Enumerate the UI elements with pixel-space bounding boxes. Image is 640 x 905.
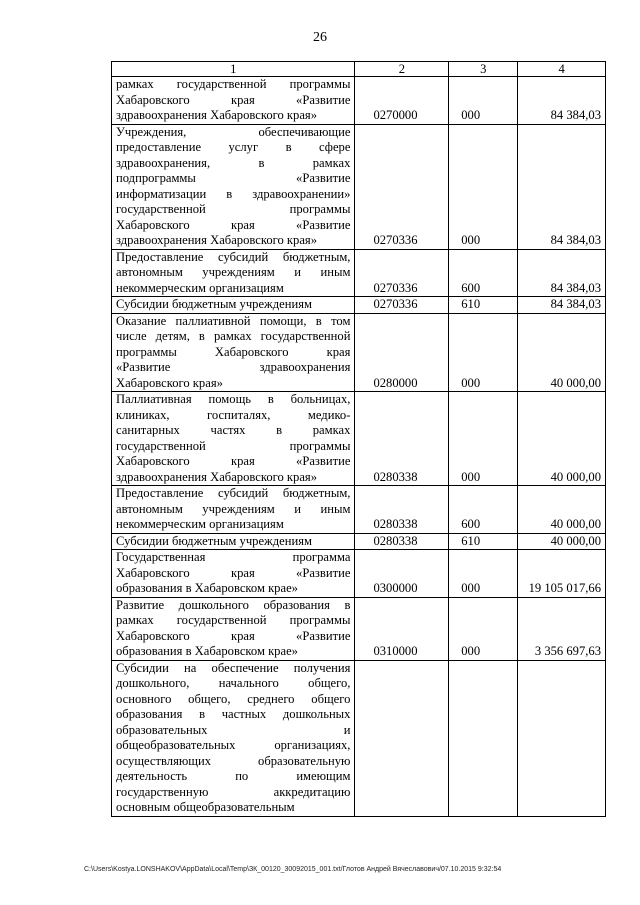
description-line: Хабаровского края «Развитие <box>116 92 351 107</box>
row-expense-type: 000 <box>449 124 518 249</box>
row-expense-type: 000 <box>449 77 518 125</box>
description-line: Предоставление субсидий бюджетным, <box>116 486 351 500</box>
description-line: автономным учреждениям и иным <box>116 501 351 516</box>
table-row <box>112 77 606 125</box>
description-line: основным общеобразовательным <box>116 800 295 814</box>
row-expense-type: 610 <box>449 297 518 314</box>
description-line: Развитие дошкольного образования в <box>116 597 351 612</box>
row-expense-type: 000 <box>449 392 518 486</box>
table-row <box>112 313 606 392</box>
description-line: образования в Хабаровском крае» <box>116 644 298 658</box>
description-line: Хабаровского края «Развитие <box>116 217 351 232</box>
description-line: Хабаровского края «Развитие <box>116 454 351 468</box>
row-description <box>112 597 355 660</box>
table-row <box>112 392 606 486</box>
row-description <box>112 392 355 486</box>
description-line: некоммерческим организациям <box>116 280 284 295</box>
row-amount: 40 000,00 <box>518 392 606 486</box>
row-amount: 40 000,00 <box>518 486 606 534</box>
row-expense-type: 000 <box>449 597 518 660</box>
description-line: Государственная программа <box>116 550 351 564</box>
table-header-row <box>112 62 606 77</box>
row-description <box>112 550 355 598</box>
description-line: числе детям, в рамках государственной <box>116 329 351 343</box>
row-target-code <box>355 660 449 816</box>
row-description <box>112 313 355 392</box>
row-target-code: 0270336 <box>355 124 449 249</box>
row-expense-type: 610 <box>449 533 518 550</box>
row-amount: 19 105 017,66 <box>518 550 606 598</box>
row-amount: 84 384,03 <box>518 77 606 125</box>
description-line: здравоохранения, в рамках <box>116 155 351 170</box>
description-line: здравоохранения Хабаровского края» <box>116 108 318 122</box>
row-expense-type: 000 <box>449 550 518 598</box>
description-line: государственной программы <box>116 438 351 453</box>
row-amount: 40 000,00 <box>518 313 606 392</box>
description-line: Субсидии на обеспечение получения <box>116 660 351 675</box>
row-target-code: 0270336 <box>355 249 449 297</box>
description-line: основного общего, среднего общего <box>116 691 351 706</box>
description-line: Паллиативная помощь в больницах, <box>116 392 351 406</box>
description-line: Субсидии бюджетным учреждениям <box>116 533 312 548</box>
table-row <box>112 124 606 249</box>
description-line: клиниках, госпиталях, медико- <box>116 407 351 422</box>
table-row <box>112 533 606 550</box>
description-line: государственной программы <box>116 202 351 216</box>
row-expense-type: 000 <box>449 313 518 392</box>
row-description <box>112 77 355 125</box>
row-target-code: 0280338 <box>355 392 449 486</box>
row-target-code: 0300000 <box>355 550 449 598</box>
table-row <box>112 550 606 598</box>
table-row <box>112 597 606 660</box>
header-col-1: 1 <box>112 62 355 77</box>
description-line: образования в Хабаровском крае» <box>116 581 298 595</box>
row-expense-type: 600 <box>449 486 518 534</box>
table-row <box>112 486 606 534</box>
header-col-2: 2 <box>355 62 449 77</box>
description-line: предоставление услуг в сфере <box>116 140 351 154</box>
row-target-code: 0270336 <box>355 297 449 314</box>
row-description <box>112 533 355 550</box>
description-line: «Развитие здравоохранения <box>116 360 351 374</box>
row-amount <box>518 660 606 816</box>
row-description <box>112 486 355 534</box>
row-description <box>112 249 355 297</box>
description-line: Субсидии бюджетным учреждениям <box>116 297 312 311</box>
table-row <box>112 249 606 297</box>
row-target-code: 0310000 <box>355 597 449 660</box>
description-line: здравоохранения Хабаровского края» <box>116 233 318 247</box>
description-line: Хабаровского края «Развитие <box>116 565 351 580</box>
header-col-4: 4 <box>518 62 606 77</box>
row-description <box>112 297 355 314</box>
description-line: Предоставление субсидий бюджетным, <box>116 249 351 264</box>
description-line: Учреждения, обеспечивающие <box>116 124 351 139</box>
row-target-code: 0280000 <box>355 313 449 392</box>
description-line: образовательных и <box>116 722 351 737</box>
description-line: подпрограммы «Развитие <box>116 171 351 185</box>
row-amount: 40 000,00 <box>518 533 606 550</box>
description-line: рамках государственной программы <box>116 77 351 91</box>
row-description <box>112 124 355 249</box>
description-line: общеобразовательных организациях, <box>116 738 351 752</box>
row-description <box>112 660 355 816</box>
description-line: программы Хабаровского края <box>116 344 351 359</box>
description-line: Хабаровского края «Развитие <box>116 628 351 643</box>
row-amount: 3 356 697,63 <box>518 597 606 660</box>
description-line: здравоохранения Хабаровского края» <box>116 469 318 484</box>
row-amount: 84 384,03 <box>518 249 606 297</box>
row-target-code: 0270000 <box>355 77 449 125</box>
description-line: Хабаровского края» <box>116 375 223 390</box>
description-line: деятельность по имеющим <box>116 769 351 783</box>
row-target-code: 0280338 <box>355 486 449 534</box>
description-line: информатизации в здравоохранении» <box>116 186 351 201</box>
row-amount: 84 384,03 <box>518 124 606 249</box>
page-number: 26 <box>313 30 327 45</box>
description-line: осуществляющих образовательную <box>116 753 351 768</box>
description-line: некоммерческим организациям <box>116 517 284 531</box>
description-line: дошкольного, начального общего, <box>116 676 351 690</box>
budget-table <box>111 61 606 817</box>
row-expense-type <box>449 660 518 816</box>
row-target-code: 0280338 <box>355 533 449 550</box>
file-path-footer: C:\Users\Kostya.LONSHAKOV\AppData\Local\Temp\ЗК_00120_30092015_001.txt/Глотов Андрей Вячеславович/07.10.2015 9:32:54 <box>84 866 502 873</box>
table-row <box>112 297 606 314</box>
row-amount: 84 384,03 <box>518 297 606 314</box>
table-row <box>112 660 606 816</box>
header-col-3: 3 <box>449 62 518 77</box>
description-line: образования в частных дошкольных <box>116 707 351 721</box>
description-line: автономным учреждениям и иным <box>116 265 351 279</box>
description-line: государственную аккредитацию <box>116 784 351 799</box>
description-line: санитарных частях в рамках <box>116 423 351 437</box>
description-line: Оказание паллиативной помощи, в том <box>116 313 351 328</box>
description-line: рамках государственной программы <box>116 613 351 627</box>
row-expense-type: 600 <box>449 249 518 297</box>
